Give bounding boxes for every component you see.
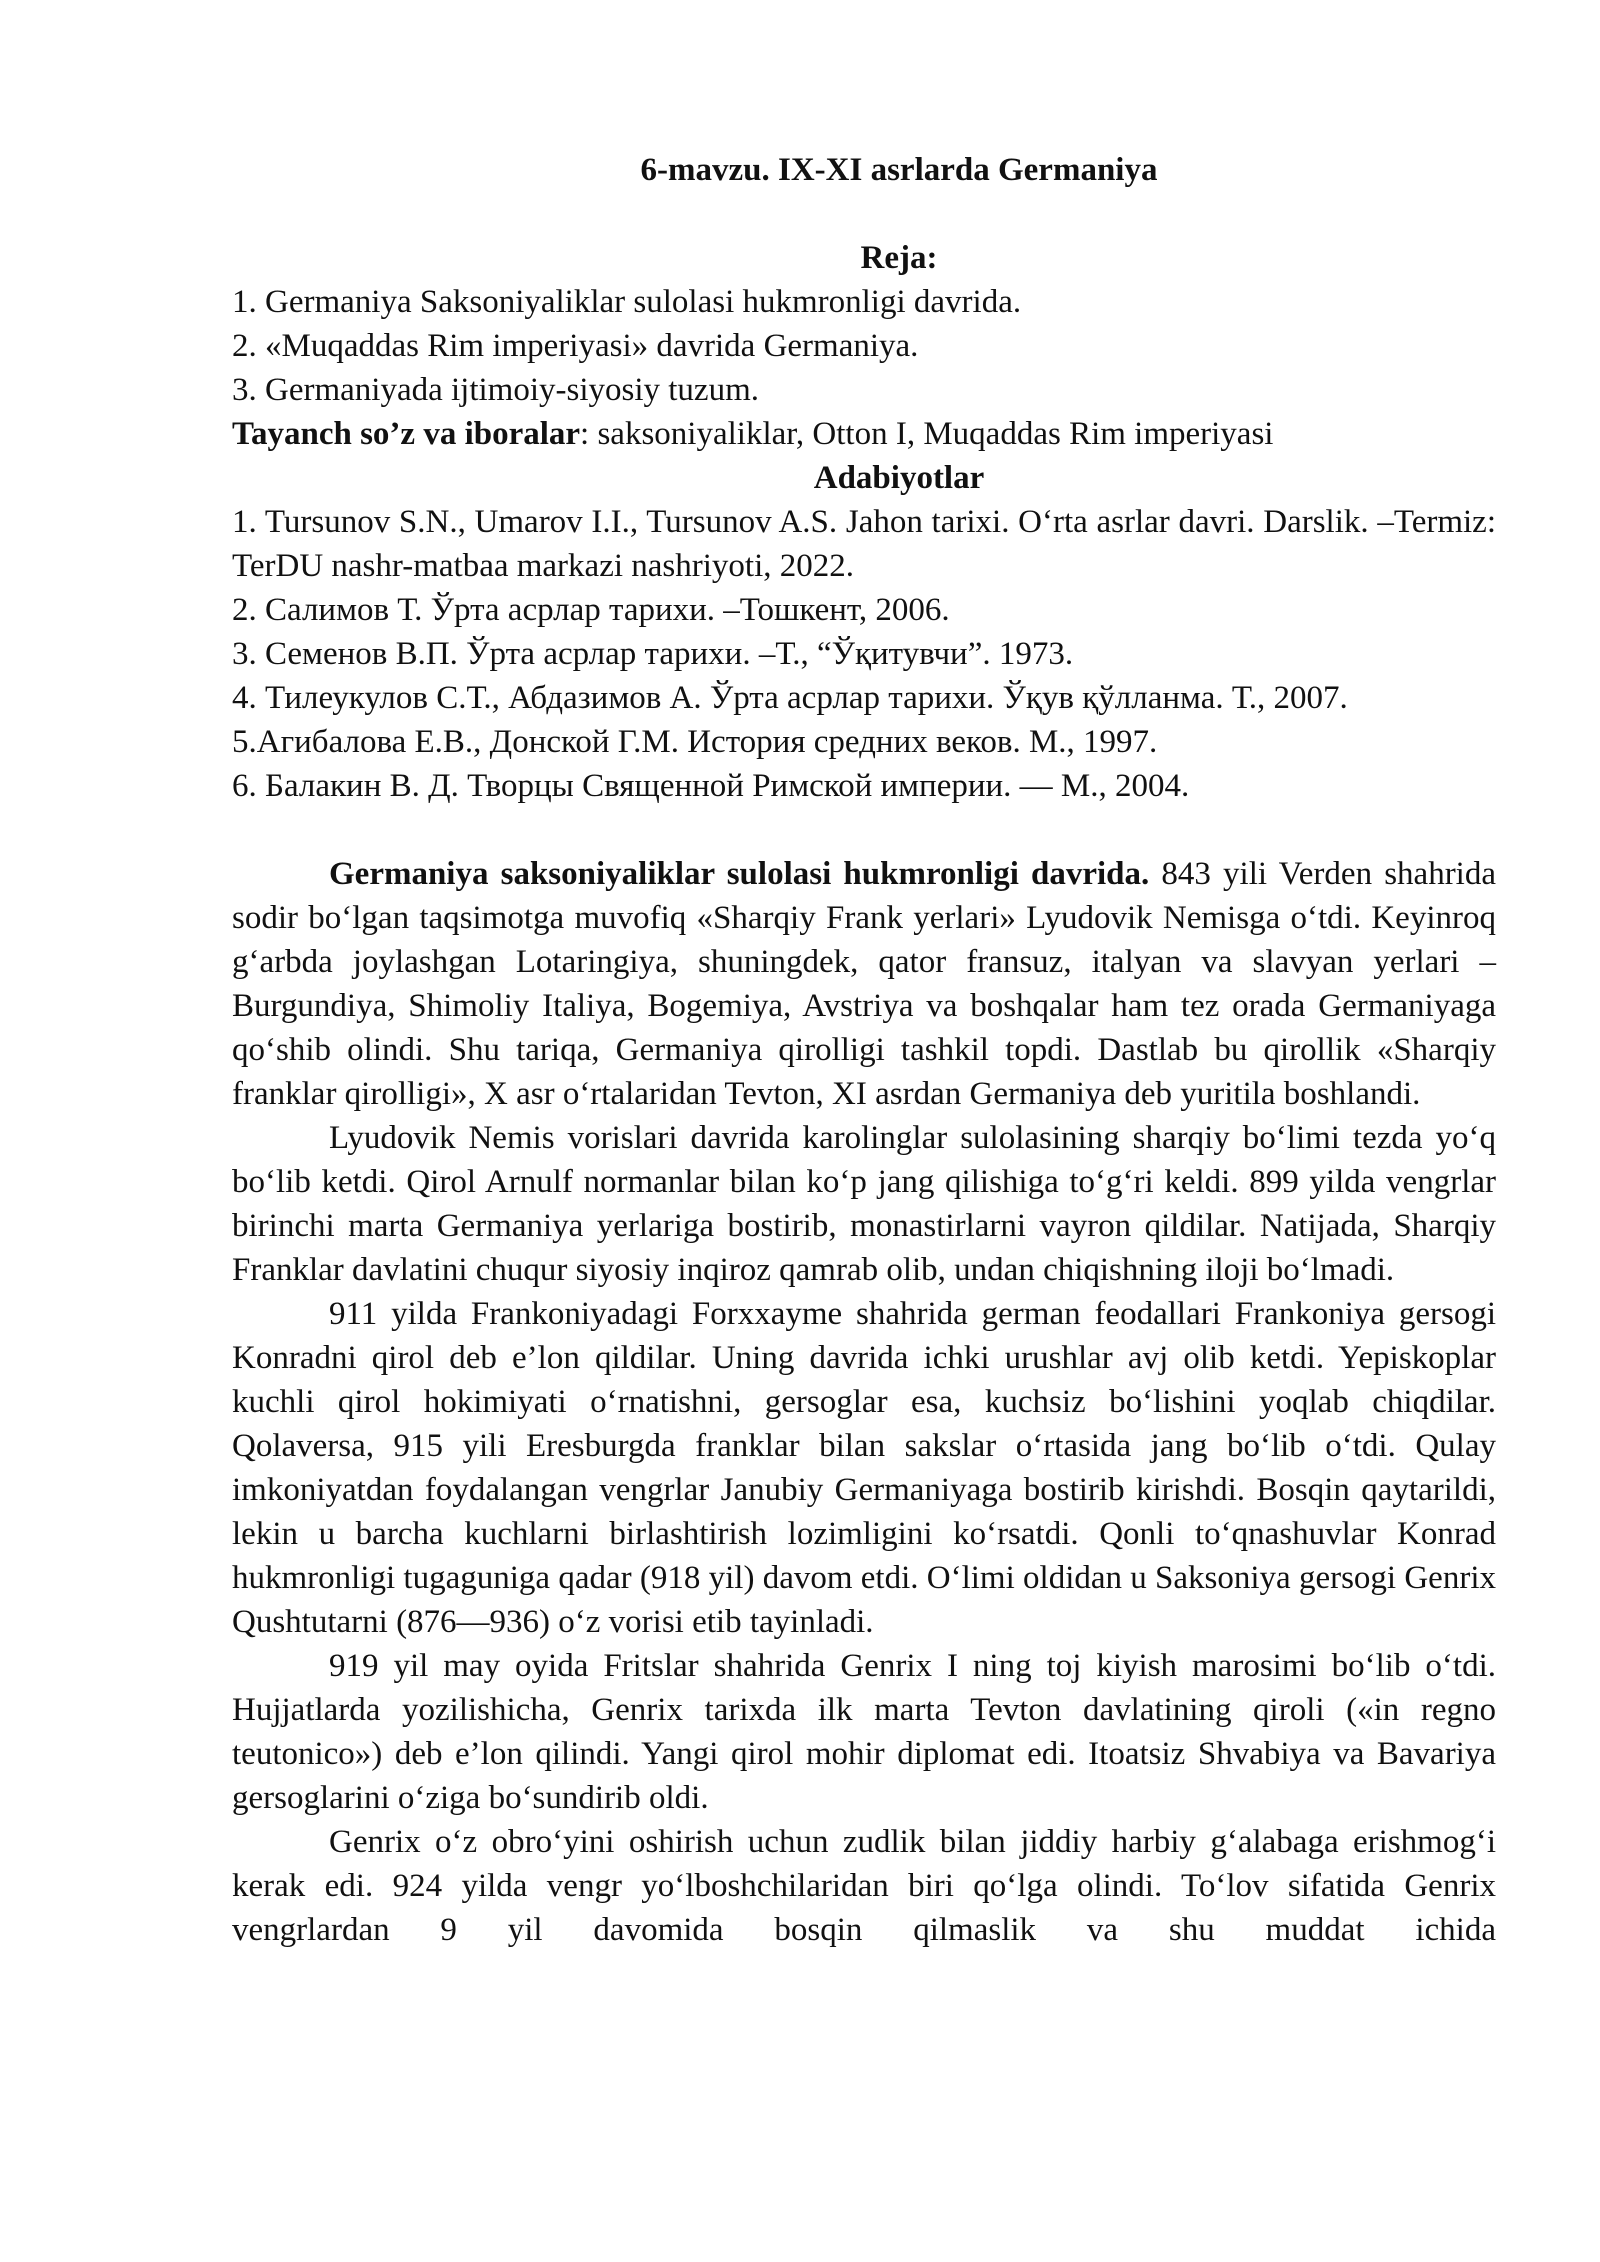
body-paragraph — [232, 852, 1496, 1116]
keywords-text: : saksoniyaliklar, Otton I, Muqaddas Rim imperiyasi — [580, 416, 1274, 452]
literature-item: 5.Агибалова Е.В., Донской Г.М. История средних веков. М., 1997. — [232, 724, 1158, 760]
literature-item: 3. Семенов В.П. Ўрта асрлар тарихи. –Т., “Ўқитувчи”. 1973. — [232, 636, 1074, 672]
document-page — [232, 148, 1496, 1952]
page-title: 6-mavzu. IX-XI asrlarda Germaniya — [640, 152, 1158, 188]
plan-heading: Reja: — [860, 240, 938, 276]
paragraph-text: 843 yili Verden shahrida sodir bo‘lgan taqsimotga muvofiq «Sharqiy Frank yerlari» Lyudovik Nemisga o‘tdi. Keyinroq g‘arbda joylashgan Lotaringiya, shuningdek, qator fransuz, italyan va slavyan yerlari – Burgundiya, Shimoliy Italiya, Bogemiya, Avstriya va boshqalar ham tez orada Germaniyaga qo‘shib olindi. Shu tariqa, Germaniya qirolligi tashkil topdi. Dastlab bu qirollik «Sharqiy franklar qirolligi», X asr o‘rtalaridan Tevton, XI asrdan Germaniya deb yuritila boshlandi. — [232, 856, 1496, 1112]
body-paragraph: Lyudovik Nemis vorislari davrida karolinglar sulolasining sharqiy bo‘limi tezda yo‘q bo‘lib ketdi. Qirol Arnulf normanlar bilan ko‘p jang qilishiga to‘g‘ri keldi. 899 yilda vengrlar birinchi marta Germaniya yerlariga bostirib, monastirlarni vayron qildilar. Natijada, Sharqiy Franklar davlatini chuqur siyosiy inqiroz qamrab olib, undan chiqishning iloji bo‘lmadi. — [232, 1120, 1496, 1288]
keywords-line — [232, 412, 1496, 456]
keywords-label: Tayanch so’z va iboralar — [232, 416, 581, 452]
section-heading: Germaniya saksoniyaliklar sulolasi hukmronligi davrida. — [329, 856, 1150, 892]
literature-heading: Adabiyotlar — [813, 460, 985, 496]
plan-item: 2. «Muqaddas Rim imperiyasi» davrida Germaniya. — [232, 328, 919, 364]
literature-item: 2. Салимов Т. Ўрта асрлар тарихи. –Тошкент, 2006. — [232, 592, 950, 628]
body-paragraph: Genrix o‘z obro‘yini oshirish uchun zudlik bilan jiddiy harbiy g‘alabaga erishmog‘i kerak edi. 924 yilda vengr yo‘lboshchilaridan biri qo‘lga olindi. To‘lov sifatida Genrix vengrlardan 9 yil davomida bosqin qilmaslik va shu muddat ichida — [232, 1824, 1496, 1948]
plan-item: 3. Germaniyada ijtimoiy-siyosiy tuzum. — [232, 372, 760, 408]
plan-item: 1. Germaniya Saksoniyaliklar sulolasi hukmronligi davrida. — [232, 284, 1022, 320]
literature-item: 1. Tursunov S.N., Umarov I.I., Tursunov A.S. Jahon tarixi. O‘rta asrlar davri. Darslik. –Termiz: TerDU nashr-matbaa markazi nashriyoti, 2022. — [232, 504, 1496, 584]
literature-item: 6. Балакин В. Д. Творцы Священной Римской империи. — М., 2004. — [232, 768, 1190, 804]
body-paragraph: 911 yilda Frankoniyadagi Forxxayme shahrida german feodallari Frankoniya gersogi Konradni qirol deb e’lon qildilar. Uning davrida ichki urushlar avj olib ketdi. Yepiskoplar kuchli qirol hokimiyati o‘rnatishni, gersoglar esa, kuchsiz bo‘lishini yoqlab chiqdilar. Qolaversa, 915 yili Eresburgda franklar bilan sakslar o‘rtasida jang bo‘lib o‘tdi. Qulay imkoniyatdan foydalangan vengrlar Janubiy Germaniyaga bostirib kirishdi. Bosqin qaytarildi, lekin u barcha kuchlarni birlashtirish lozimligini ko‘rsatdi. Qonli to‘qnashuvlar Konrad hukmronligi tugaguniga qadar (918 yil) davom etdi. O‘limi oldidan u Saksoniya gersogi Genrix Qushtutarni (876—936) o‘z vorisi etib tayinladi. — [232, 1296, 1496, 1640]
literature-item: 4. Тилеукулов С.Т., Абдазимов А. Ўрта асрлар тарихи. Ўқув қўлланма. Т., 2007. — [232, 680, 1348, 716]
body-paragraph: 919 yil may oyida Fritslar shahrida Genrix I ning toj kiyish marosimi bo‘lib o‘tdi. Hujjatlarda yozilishicha, Genrix tarixda ilk marta Tevton davlatining qiroli («in regno teutonico») deb e’lon qilindi. Yangi qirol mohir diplomat edi. Itoatsiz Shvabiya va Bavariya gersoglarini o‘ziga bo‘sundirib oldi. — [232, 1648, 1496, 1816]
